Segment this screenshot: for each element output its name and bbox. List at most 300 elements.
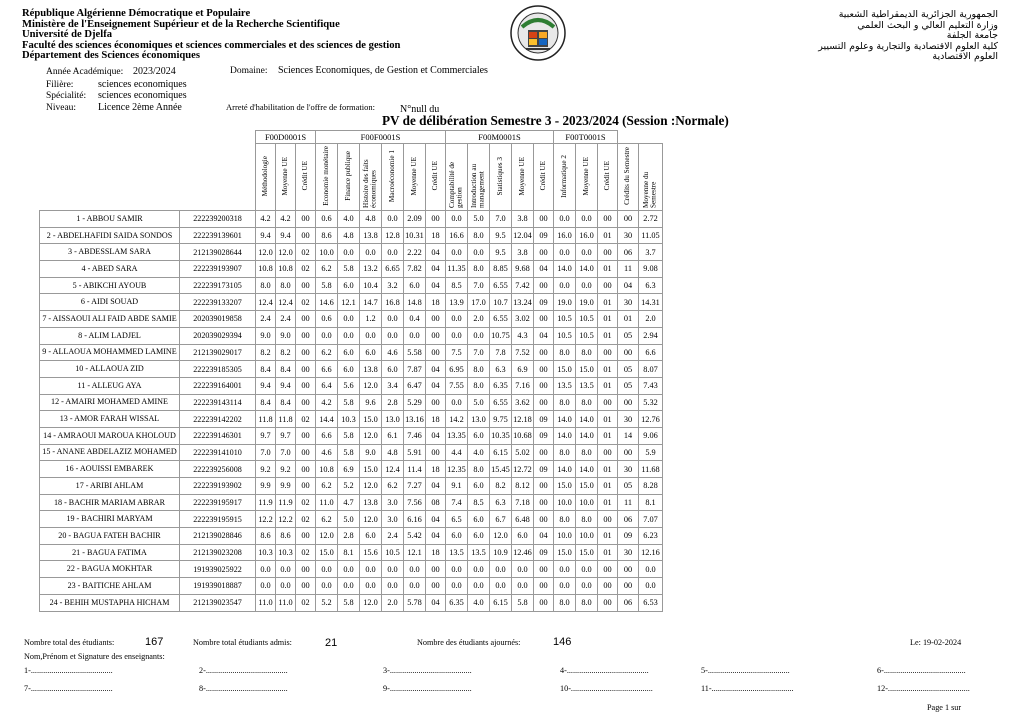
grade-cell: 00 bbox=[598, 578, 618, 595]
grade-cell: 00 bbox=[426, 311, 446, 328]
grade-cell: 4.7 bbox=[338, 494, 360, 511]
grade-cell: 0.0 bbox=[404, 561, 426, 578]
grade-cell: 12.04 bbox=[512, 227, 534, 244]
column-header bbox=[296, 144, 316, 211]
grade-cell: 04 bbox=[426, 244, 446, 261]
table-row bbox=[40, 377, 663, 394]
group-header: F00M0001S bbox=[446, 131, 554, 144]
grade-cell: 04 bbox=[426, 427, 446, 444]
table-row bbox=[40, 511, 663, 528]
grade-cell: 6.55 bbox=[490, 277, 512, 294]
grade-cell: 12.0 bbox=[360, 427, 382, 444]
grade-cell: 10.0 bbox=[576, 494, 598, 511]
column-header bbox=[338, 144, 360, 211]
grade-cell: 0.0 bbox=[554, 578, 576, 595]
student-name: 6 - AIDI SOUAD bbox=[40, 294, 180, 311]
grade-cell: 13.16 bbox=[404, 411, 426, 428]
header-line-universite: Université de Djelfa bbox=[22, 29, 113, 41]
annee-value: 2023/2024 bbox=[133, 66, 176, 77]
signature-line: 6-........................................ bbox=[877, 666, 966, 675]
grade-cell: 10.0 bbox=[576, 528, 598, 545]
niveau-value: Licence 2ème Année bbox=[98, 102, 182, 113]
grade-cell: 2.94 bbox=[639, 327, 663, 344]
grade-cell: 00 bbox=[534, 511, 554, 528]
grade-cell: 00 bbox=[296, 528, 316, 545]
grade-cell: 30 bbox=[618, 227, 639, 244]
grade-cell: 09 bbox=[618, 528, 639, 545]
grade-cell: 6.0 bbox=[512, 528, 534, 545]
student-name: 21 - BAGUA FATIMA bbox=[40, 544, 180, 561]
grade-cell: 6.2 bbox=[316, 478, 338, 495]
student-matricule: 222239139601 bbox=[180, 227, 256, 244]
column-header bbox=[554, 144, 576, 211]
grade-cell: 0.0 bbox=[338, 561, 360, 578]
grade-cell: 01 bbox=[598, 261, 618, 278]
grade-cell: 0.0 bbox=[360, 244, 382, 261]
grade-cell: 12.76 bbox=[639, 411, 663, 428]
grade-cell: 0.0 bbox=[256, 578, 276, 595]
student-name: 19 - BACHIRI MARYAM bbox=[40, 511, 180, 528]
grade-cell: 00 bbox=[296, 561, 316, 578]
column-header-label: Comptabilité de gestion bbox=[448, 161, 464, 208]
grade-cell: 14.0 bbox=[554, 411, 576, 428]
signature-line: 12-........................................ bbox=[877, 684, 970, 693]
niveau-label: Niveau: bbox=[46, 103, 77, 113]
grade-cell: 7.56 bbox=[404, 494, 426, 511]
student-matricule: 202039029394 bbox=[180, 327, 256, 344]
grade-cell: 9.4 bbox=[256, 227, 276, 244]
grade-cell: 7.0 bbox=[468, 277, 490, 294]
grade-cell: 00 bbox=[598, 344, 618, 361]
grade-cell: 9.6 bbox=[360, 394, 382, 411]
column-header bbox=[360, 144, 382, 211]
student-name: 1 - ABBOU SAMIR bbox=[40, 211, 180, 228]
grade-cell: 00 bbox=[618, 561, 639, 578]
grade-cell: 0.0 bbox=[512, 578, 534, 595]
grade-cell: 00 bbox=[598, 511, 618, 528]
grade-cell: 11.0 bbox=[256, 594, 276, 611]
grade-cell: 01 bbox=[598, 361, 618, 378]
grade-cell: 8.4 bbox=[276, 361, 296, 378]
page-number: Page 1 sur bbox=[927, 703, 962, 712]
grade-cell: 8.5 bbox=[446, 277, 468, 294]
grade-cell: 12.0 bbox=[490, 528, 512, 545]
grade-cell: 12.0 bbox=[316, 528, 338, 545]
grade-cell: 9.0 bbox=[360, 444, 382, 461]
header-ar-line-5: العلوم الاقتصادية bbox=[932, 51, 998, 62]
grade-cell: 0.0 bbox=[404, 578, 426, 595]
grade-cell: 13.35 bbox=[446, 427, 468, 444]
grade-cell: 6.47 bbox=[404, 377, 426, 394]
grade-cell: 10.5 bbox=[382, 544, 404, 561]
grade-cell: 6.6 bbox=[316, 361, 338, 378]
grade-cell: 0.0 bbox=[490, 578, 512, 595]
grade-cell: 6.15 bbox=[490, 444, 512, 461]
grade-cell: 19.0 bbox=[576, 294, 598, 311]
table-row bbox=[40, 594, 663, 611]
grade-cell: 15.0 bbox=[576, 544, 598, 561]
grade-cell: 8.1 bbox=[639, 494, 663, 511]
grade-cell: 18 bbox=[426, 461, 446, 478]
grade-cell: 00 bbox=[598, 594, 618, 611]
grade-cell: 0.0 bbox=[404, 327, 426, 344]
domaine-value: Sciences Economiques, de Gestion et Commerciales bbox=[278, 65, 488, 76]
grade-cell: 00 bbox=[534, 494, 554, 511]
grade-cell: 8.0 bbox=[554, 511, 576, 528]
column-header bbox=[316, 144, 338, 211]
signature-label: Nom,Prénom et Signature des enseignants: bbox=[24, 652, 165, 661]
grade-cell: 6.1 bbox=[382, 427, 404, 444]
grade-cell: 11.9 bbox=[276, 494, 296, 511]
grade-cell: 3.0 bbox=[382, 494, 404, 511]
grade-cell: 00 bbox=[426, 394, 446, 411]
grade-cell: 02 bbox=[296, 511, 316, 528]
student-matricule: 222239133207 bbox=[180, 294, 256, 311]
grade-cell: 0.0 bbox=[576, 277, 598, 294]
grade-cell: 09 bbox=[534, 427, 554, 444]
grade-cell: 2.8 bbox=[382, 394, 404, 411]
grade-cell: 7.46 bbox=[404, 427, 426, 444]
grade-cell: 5.91 bbox=[404, 444, 426, 461]
grade-cell: 04 bbox=[426, 377, 446, 394]
grade-cell: 15.0 bbox=[554, 361, 576, 378]
grade-cell: 09 bbox=[534, 544, 554, 561]
grade-cell: 0.0 bbox=[338, 327, 360, 344]
grade-cell: 0.0 bbox=[360, 327, 382, 344]
grade-cell: 11.0 bbox=[316, 494, 338, 511]
grade-cell: 13.8 bbox=[360, 227, 382, 244]
grade-cell: 12.0 bbox=[360, 377, 382, 394]
column-header bbox=[276, 144, 296, 211]
grade-cell: 10.8 bbox=[316, 461, 338, 478]
grade-cell: 6.3 bbox=[490, 494, 512, 511]
grade-cell: 5.78 bbox=[404, 594, 426, 611]
grade-cell: 15.0 bbox=[316, 544, 338, 561]
student-name: 24 - BEHIH MUSTAPHA HICHAM bbox=[40, 594, 180, 611]
grade-cell: 11.8 bbox=[276, 411, 296, 428]
grade-cell: 6.2 bbox=[316, 261, 338, 278]
column-header-label: Moyenne UE bbox=[517, 156, 526, 196]
grade-cell: 04 bbox=[426, 528, 446, 545]
grade-cell: 8.2 bbox=[490, 478, 512, 495]
student-name: 16 - AOUISSI EMBAREK bbox=[40, 461, 180, 478]
grade-cell: 0.0 bbox=[554, 277, 576, 294]
grade-cell: 10.4 bbox=[360, 277, 382, 294]
grade-cell: 10.5 bbox=[554, 311, 576, 328]
grade-cell: 10.9 bbox=[490, 544, 512, 561]
student-matricule: 191939018887 bbox=[180, 578, 256, 595]
grade-cell: 18 bbox=[426, 411, 446, 428]
grade-cell: 6.65 bbox=[382, 261, 404, 278]
table-row bbox=[40, 411, 663, 428]
table-row bbox=[40, 544, 663, 561]
grade-cell: 0.0 bbox=[468, 327, 490, 344]
grade-cell: 16.0 bbox=[554, 227, 576, 244]
grade-cell: 7.82 bbox=[404, 261, 426, 278]
grade-cell: 5.6 bbox=[338, 377, 360, 394]
grade-cell: 3.8 bbox=[512, 244, 534, 261]
grade-cell: 30 bbox=[618, 461, 639, 478]
grade-cell: 12.16 bbox=[639, 544, 663, 561]
grade-cell: 6.9 bbox=[512, 361, 534, 378]
grade-cell: 10.75 bbox=[490, 327, 512, 344]
filiere-value: sciences economiques bbox=[98, 79, 187, 90]
grade-cell: 10.5 bbox=[554, 327, 576, 344]
grade-cell: 04 bbox=[534, 327, 554, 344]
header-line-republique: République Algérienne Démocratique et Populaire bbox=[22, 8, 251, 19]
grade-cell: 5.8 bbox=[338, 444, 360, 461]
grade-cell: 00 bbox=[598, 444, 618, 461]
grade-cell: 14 bbox=[618, 427, 639, 444]
grade-cell: 00 bbox=[618, 394, 639, 411]
grade-cell: 9.7 bbox=[256, 427, 276, 444]
student-matricule: 212139029017 bbox=[180, 344, 256, 361]
grade-cell: 10.5 bbox=[576, 327, 598, 344]
grade-cell: 15.0 bbox=[554, 544, 576, 561]
student-matricule: 222239195915 bbox=[180, 511, 256, 528]
grade-cell: 00 bbox=[534, 578, 554, 595]
column-header bbox=[534, 144, 554, 211]
column-header-label: Economie monétaire bbox=[321, 146, 330, 206]
signature-line: 2-........................................ bbox=[199, 666, 288, 675]
grade-cell: 14.6 bbox=[316, 294, 338, 311]
column-header-label: Histoire des faits économiques bbox=[362, 159, 378, 208]
grade-cell: 9.1 bbox=[446, 478, 468, 495]
page-title: PV de délibération Semestre 3 - 2023/2024 (Session :Normale) bbox=[382, 113, 729, 128]
grade-cell: 6.35 bbox=[446, 594, 468, 611]
grade-cell: 4.6 bbox=[316, 444, 338, 461]
grade-cell: 8.4 bbox=[256, 394, 276, 411]
grade-cell: 9.0 bbox=[256, 327, 276, 344]
grade-cell: 8.07 bbox=[639, 361, 663, 378]
grade-cell: 6.2 bbox=[316, 344, 338, 361]
table-row bbox=[40, 427, 663, 444]
grade-cell: 13.0 bbox=[468, 411, 490, 428]
student-name: 12 - AMAIRI MOHAMED AMINE bbox=[40, 394, 180, 411]
grade-cell: 10.8 bbox=[276, 261, 296, 278]
grade-cell: 8.28 bbox=[639, 478, 663, 495]
grade-cell: 04 bbox=[426, 361, 446, 378]
grade-cell: 9.5 bbox=[490, 227, 512, 244]
grade-cell: 04 bbox=[534, 528, 554, 545]
grade-cell: 5.8 bbox=[338, 427, 360, 444]
column-header-label: Moyenne UE bbox=[409, 156, 418, 196]
grade-cell: 11.0 bbox=[276, 594, 296, 611]
grade-cell: 6.0 bbox=[446, 528, 468, 545]
grade-cell: 00 bbox=[296, 311, 316, 328]
column-header-label: Moyenne du Semestre bbox=[642, 171, 658, 208]
table-row bbox=[40, 361, 663, 378]
grade-cell: 6.48 bbox=[512, 511, 534, 528]
annee-label: Année Académique: bbox=[46, 67, 124, 77]
grade-cell: 11.4 bbox=[404, 461, 426, 478]
grade-cell: 9.9 bbox=[276, 478, 296, 495]
grade-cell: 9.75 bbox=[490, 411, 512, 428]
domaine-label: Domaine: bbox=[230, 66, 268, 76]
grade-cell: 7.0 bbox=[256, 444, 276, 461]
grade-cell: 00 bbox=[426, 344, 446, 361]
header-line-ministere: Ministère de l'Enseignement Supérieur et de la Recherche Scientifique bbox=[22, 18, 340, 30]
arrete-value: N°null du bbox=[400, 104, 440, 115]
table-row bbox=[40, 327, 663, 344]
column-header-label: Introduction au management bbox=[470, 163, 486, 208]
grade-cell: 02 bbox=[296, 494, 316, 511]
grade-cell: 12.1 bbox=[338, 294, 360, 311]
grade-cell: 7.18 bbox=[512, 494, 534, 511]
grade-cell: 13.5 bbox=[446, 544, 468, 561]
grade-cell: 8.1 bbox=[338, 544, 360, 561]
grade-cell: 00 bbox=[534, 394, 554, 411]
grade-cell: 6.23 bbox=[639, 528, 663, 545]
grade-cell: 00 bbox=[296, 578, 316, 595]
grade-cell: 0.0 bbox=[360, 561, 382, 578]
column-header-label: Méthodologie bbox=[260, 155, 269, 197]
grade-cell: 10.7 bbox=[490, 294, 512, 311]
grade-cell: 04 bbox=[534, 261, 554, 278]
grade-cell: 0.0 bbox=[316, 561, 338, 578]
grade-cell: 00 bbox=[426, 578, 446, 595]
student-matricule: 222239185305 bbox=[180, 361, 256, 378]
grade-cell: 12.72 bbox=[512, 461, 534, 478]
column-header bbox=[446, 144, 468, 211]
grade-cell: 02 bbox=[296, 411, 316, 428]
header-line-departement: Département des Sciences économiques bbox=[22, 50, 201, 62]
table-row bbox=[40, 311, 663, 328]
grade-cell: 01 bbox=[598, 411, 618, 428]
grade-cell: 8.0 bbox=[468, 461, 490, 478]
table-row bbox=[40, 394, 663, 411]
grade-cell: 6.55 bbox=[490, 311, 512, 328]
grade-cell: 2.0 bbox=[639, 311, 663, 328]
grade-cell: 10.3 bbox=[276, 544, 296, 561]
grade-cell: 05 bbox=[618, 377, 639, 394]
grade-cell: 09 bbox=[534, 227, 554, 244]
grade-cell: 06 bbox=[618, 594, 639, 611]
grade-cell: 0.0 bbox=[382, 561, 404, 578]
grade-cell: 12.8 bbox=[382, 227, 404, 244]
grade-cell: 9.08 bbox=[639, 261, 663, 278]
grade-cell: 0.0 bbox=[446, 244, 468, 261]
column-header-label: Crédit UE bbox=[300, 161, 309, 191]
grade-cell: 6.0 bbox=[360, 344, 382, 361]
grade-cell: 12.1 bbox=[404, 544, 426, 561]
grade-cell: 8.0 bbox=[576, 394, 598, 411]
grade-cell: 00 bbox=[618, 578, 639, 595]
grade-cell: 01 bbox=[598, 311, 618, 328]
grade-cell: 04 bbox=[426, 261, 446, 278]
grade-cell: 12.2 bbox=[256, 511, 276, 528]
grade-cell: 04 bbox=[426, 478, 446, 495]
grade-cell: 9.2 bbox=[276, 461, 296, 478]
student-matricule: 222239193907 bbox=[180, 261, 256, 278]
header-arabic bbox=[818, 10, 998, 63]
grade-cell: 15.0 bbox=[554, 478, 576, 495]
grade-cell: 15.0 bbox=[360, 461, 382, 478]
grade-cell: 6.9 bbox=[338, 461, 360, 478]
grade-cell: 2.72 bbox=[639, 211, 663, 228]
grade-cell: 18 bbox=[426, 227, 446, 244]
grade-cell: 8.6 bbox=[316, 227, 338, 244]
grade-cell: 6.0 bbox=[360, 528, 382, 545]
grade-cell: 5.2 bbox=[338, 478, 360, 495]
table-row bbox=[40, 244, 663, 261]
column-header bbox=[404, 144, 426, 211]
grade-cell: 0.0 bbox=[468, 244, 490, 261]
grade-cell: 04 bbox=[618, 277, 639, 294]
grade-cell: 6.35 bbox=[490, 377, 512, 394]
grade-cell: 16.6 bbox=[446, 227, 468, 244]
student-name: 13 - AMOR FARAH WISSAL bbox=[40, 411, 180, 428]
grade-cell: 9.4 bbox=[256, 377, 276, 394]
grade-cell: 00 bbox=[534, 361, 554, 378]
grade-cell: 8.4 bbox=[276, 394, 296, 411]
grade-cell: 8.12 bbox=[512, 478, 534, 495]
grade-cell: 01 bbox=[598, 461, 618, 478]
grade-cell: 15.0 bbox=[576, 478, 598, 495]
grade-cell: 9.0 bbox=[276, 327, 296, 344]
grade-cell: 0.0 bbox=[554, 244, 576, 261]
grade-cell: 3.4 bbox=[382, 377, 404, 394]
grade-cell: 10.0 bbox=[554, 494, 576, 511]
grade-cell: 7.0 bbox=[468, 344, 490, 361]
grade-cell: 12.0 bbox=[360, 511, 382, 528]
grade-cell: 0.0 bbox=[639, 561, 663, 578]
grade-cell: 00 bbox=[598, 211, 618, 228]
grade-cell: 2.8 bbox=[338, 528, 360, 545]
grade-cell: 9.4 bbox=[276, 227, 296, 244]
grade-cell: 0.0 bbox=[512, 561, 534, 578]
column-header bbox=[598, 144, 618, 211]
grade-cell: 02 bbox=[296, 261, 316, 278]
grade-cell: 7.16 bbox=[512, 377, 534, 394]
table-row bbox=[40, 277, 663, 294]
grade-cell: 00 bbox=[598, 561, 618, 578]
student-matricule: 222239141010 bbox=[180, 444, 256, 461]
grade-cell: 00 bbox=[534, 561, 554, 578]
grade-cell: 01 bbox=[618, 311, 639, 328]
grade-cell: 6.0 bbox=[338, 361, 360, 378]
grade-cell: 1.2 bbox=[360, 311, 382, 328]
grade-cell: 6.3 bbox=[639, 277, 663, 294]
grade-cell: 00 bbox=[296, 377, 316, 394]
grade-cell: 4.2 bbox=[316, 394, 338, 411]
grade-cell: 00 bbox=[296, 211, 316, 228]
grade-cell: 09 bbox=[534, 411, 554, 428]
signature-line: 9-........................................ bbox=[383, 684, 472, 693]
grade-cell: 9.9 bbox=[256, 478, 276, 495]
table-row bbox=[40, 528, 663, 545]
column-header-label: Moyenne UE bbox=[581, 156, 590, 196]
group-header: F00F0001S bbox=[316, 131, 446, 144]
specialite-label: Spécialité: bbox=[46, 91, 87, 101]
grade-cell: 00 bbox=[296, 361, 316, 378]
grade-cell: 8.6 bbox=[276, 528, 296, 545]
grade-cell: 12.18 bbox=[512, 411, 534, 428]
grade-cell: 9.06 bbox=[639, 427, 663, 444]
grade-cell: 6.2 bbox=[382, 478, 404, 495]
deliberation-table bbox=[39, 130, 663, 612]
grade-cell: 10.35 bbox=[490, 427, 512, 444]
grade-cell: 17.0 bbox=[468, 294, 490, 311]
grade-cell: 5.8 bbox=[338, 394, 360, 411]
grade-cell: 01 bbox=[598, 377, 618, 394]
ajournes-value: 146 bbox=[553, 636, 572, 648]
grade-cell: 0.0 bbox=[316, 327, 338, 344]
grade-cell: 6.15 bbox=[490, 594, 512, 611]
student-matricule: 222239195917 bbox=[180, 494, 256, 511]
group-header: F00T0001S bbox=[554, 131, 618, 144]
grade-cell: 15.6 bbox=[360, 544, 382, 561]
